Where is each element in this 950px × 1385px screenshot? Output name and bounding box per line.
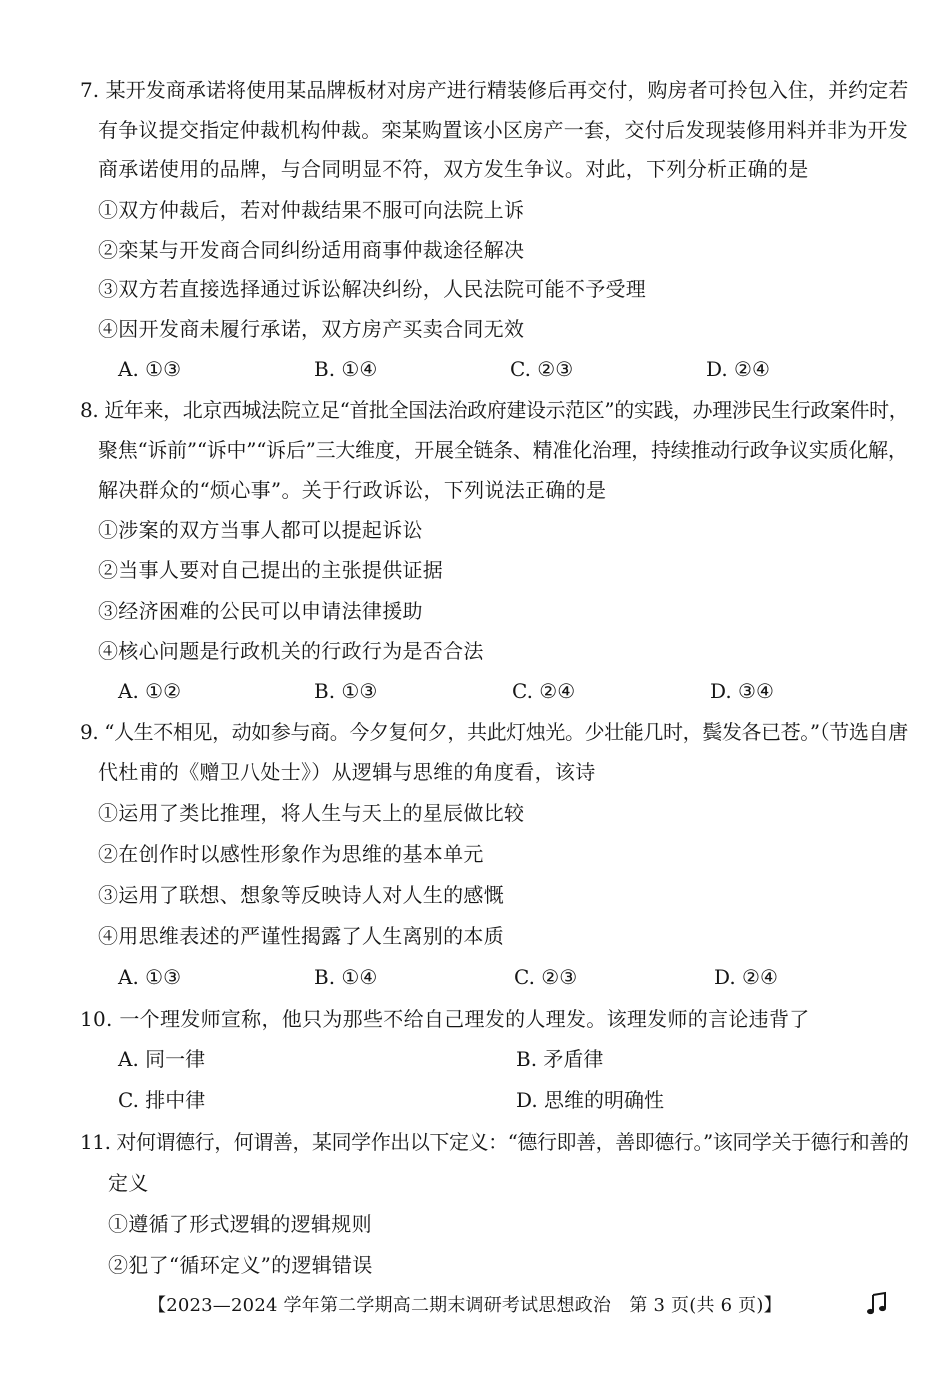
- question-8-stem-line-2: 聚焦“诉前”“诉中”“诉后”三大维度，开展全链条、精准化治理，持续推动行政争议实质化解，: [98, 438, 908, 462]
- question-9-statement-1: ①运用了类比推理，将人生与天上的星辰做比较: [98, 801, 525, 825]
- question-7-stem-line-2: 有争议提交指定仲裁机构仲裁。栾某购置该小区房产一套，交付后发现装修用料并非为开发: [98, 118, 908, 142]
- question-7-stem-line-3: 商承诺使用的品牌，与合同明显不符，双方发生争议。对此，下列分析正确的是: [98, 157, 809, 181]
- question-9-statement-2: ②在创作时以感性形象作为思维的基本单元: [98, 842, 484, 866]
- question-9-option-d[interactable]: D. ②④: [714, 965, 778, 989]
- page-footer: 【2023—2024 学年第二学期高二期末调研考试思想政治 第 3 页(共 6 页)】: [148, 1295, 782, 1316]
- question-7-statement-1: ①双方仲裁后，若对仲裁结果不服可向法院上诉: [98, 198, 525, 222]
- question-9-stem-line-2: 代杜甫的《赠卫八处士》）从逻辑与思维的角度看，该诗: [98, 760, 596, 784]
- question-8-option-b[interactable]: B. ①③: [314, 679, 378, 703]
- question-7-option-c[interactable]: C. ②③: [510, 357, 574, 381]
- question-8-statement-1: ①涉案的双方当事人都可以提起诉讼: [98, 518, 423, 542]
- question-10-option-a[interactable]: A. 同一律: [118, 1047, 206, 1071]
- question-8-options: [0, 677, 950, 705]
- question-8-option-a[interactable]: A. ①②: [118, 679, 182, 703]
- question-10-options-row-2: [0, 1086, 950, 1114]
- question-11-statement-2: ②犯了“循环定义”的逻辑错误: [108, 1253, 373, 1277]
- question-9-option-b[interactable]: B. ①④: [314, 965, 378, 989]
- question-10-options-row-1: [0, 1045, 950, 1073]
- question-7-stem-line-1: 7. 某开发商承诺将使用某品牌板材对房产进行精装修后再交付，购房者可拎包入住，并约定若: [80, 78, 909, 102]
- question-9-stem-line-1: 9. “人生不相见，动如参与商。今夕复何夕，共此灯烛光。少壮能几时，鬓发各已苍。”（节选自唐: [80, 720, 908, 744]
- question-10-option-d[interactable]: D. 思维的明确性: [516, 1088, 665, 1112]
- question-8-option-c[interactable]: C. ②④: [512, 679, 576, 703]
- question-8-stem-line-3: 解决群众的“烦心事”。关于行政诉讼，下列说法正确的是: [98, 478, 607, 502]
- question-7-options: [0, 355, 950, 383]
- question-9-option-c[interactable]: C. ②③: [514, 965, 578, 989]
- question-9-statement-3: ③运用了联想、想象等反映诗人对人生的感慨: [98, 883, 504, 907]
- question-7-statement-2: ②栾某与开发商合同纠纷适用商事仲裁途径解决: [98, 238, 525, 262]
- question-8-statement-2: ②当事人要对自己提出的主张提供证据: [98, 558, 444, 582]
- question-7-statement-4: ④因开发商未履行承诺，双方房产买卖合同无效: [98, 317, 525, 341]
- question-7-option-a[interactable]: A. ①③: [118, 357, 182, 381]
- question-7-option-d[interactable]: D. ②④: [706, 357, 770, 381]
- music-note-icon: [866, 1291, 888, 1317]
- question-11-stem-line-1: 11. 对何谓德行，何谓善，某同学作出以下定义：“德行即善，善即德行。”该同学关于德行和善的: [80, 1130, 909, 1154]
- question-7-option-b[interactable]: B. ①④: [314, 357, 378, 381]
- question-11-stem-line-2: 定义: [108, 1171, 149, 1195]
- question-10-option-b[interactable]: B. 矛盾律: [516, 1047, 604, 1071]
- question-9-option-a[interactable]: A. ①③: [118, 965, 182, 989]
- question-10-stem-line-1: 10. 一个理发师宣称，他只为那些不给自己理发的人理发。该理发师的言论违背了: [80, 1007, 810, 1031]
- question-8-statement-3: ③经济困难的公民可以申请法律援助: [98, 599, 423, 623]
- question-9-statement-4: ④用思维表述的严谨性揭露了人生离别的本质: [98, 924, 504, 948]
- question-10-option-c[interactable]: C. 排中律: [118, 1088, 206, 1112]
- question-8-statement-4: ④核心问题是行政机关的行政行为是否合法: [98, 639, 484, 663]
- question-11-statement-1: ①遵循了形式逻辑的逻辑规则: [108, 1212, 372, 1236]
- question-7-statement-3: ③双方若直接选择通过诉讼解决纠纷，人民法院可能不予受理: [98, 277, 647, 301]
- question-8-stem-line-1: 8. 近年来，北京西城法院立足“首批全国法治政府建设示范区”的实践，办理涉民生行政案件时，: [80, 398, 909, 422]
- question-8-option-d[interactable]: D. ③④: [710, 679, 774, 703]
- question-9-options: [0, 963, 950, 991]
